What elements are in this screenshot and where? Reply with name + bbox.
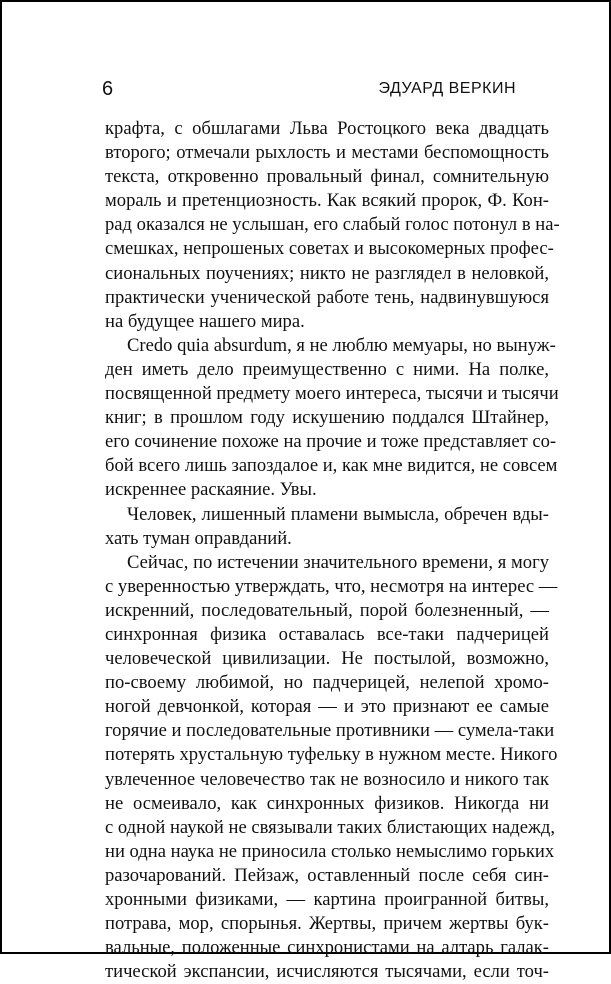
text-line: хронными физиками, — картина проигранной битвы,: [105, 889, 549, 910]
text-line: искреннее раскаяние. Увы.: [105, 479, 317, 501]
text-line: искренний, последовательный, порой болезненный, —: [105, 599, 549, 621]
text-line: не осмеивало, как синхронных физиков. Никогда ни: [105, 792, 549, 814]
text-line: горячие и последовательные противники — сумела-таки: [105, 720, 555, 742]
text-line: потерять хрустальную туфельку в нужном месте. Никого: [105, 744, 558, 766]
text-line: книг; в прошлом году искушению поддался Штайнер,: [105, 407, 549, 429]
text-line: по-своему любимой, но падчерицей, нелепой хромо-: [105, 672, 549, 694]
text-line: на будущее нашего мира.: [105, 310, 305, 332]
text-line: синхронная физика оставалась все-таки падчерицей: [105, 623, 549, 645]
text-line: Сейчас, по истечении значительного времени, я могу: [127, 551, 549, 573]
text-line: ногой девчонкой, которая — и это признают ее самые: [105, 696, 549, 718]
text-line: увлеченное человечество так не возносило и никого так: [105, 768, 549, 790]
text-line: крафта, с обшлагами Льва Ростоцкого века двадцать: [105, 118, 549, 139]
running-head: [99, 78, 516, 102]
text-line: с одной наукой не связывали таких блистающих надежд,: [105, 816, 555, 838]
text-line: потрава, мор, спорынья. Жертвы, причем жертвы бук-: [105, 913, 549, 935]
paragraph: [105, 551, 558, 984]
text-line: ни одна наука не приносила столько немыслимо горьких: [105, 840, 555, 862]
text-line: сиональных поучениях; никто не разглядел в неловкой,: [105, 262, 549, 284]
text-line: вальные, положенные синхронистами на алтарь галак-: [105, 937, 549, 959]
text-line: с уверенностью утверждать, что, несмотря на интерес —: [105, 575, 558, 597]
paragraph: [105, 117, 560, 334]
body-text: [105, 117, 560, 984]
paragraph: [105, 334, 559, 503]
text-line: человеческой цивилизации. Не постылой, возможно,: [105, 648, 549, 670]
text-line: Credo quia absurdum, я не люблю мемуары, но вынуж-: [127, 334, 556, 356]
text-line: ден иметь дело преимущественно с ними. На полке,: [105, 358, 549, 380]
text-line: бой всего лишь запоздалое и, как мне видится, не совсем: [105, 455, 558, 477]
text-line: второго; отмечали рыхлость и местами беспомощность: [105, 142, 549, 164]
text-line: хать туман оправданий.: [105, 527, 292, 549]
paragraph: [105, 503, 549, 551]
text-line: смешках, непрошеных советах и высокомерных профес-: [105, 238, 554, 260]
text-line: рад оказался не услышан, его слабый голос потонул в на-: [105, 214, 560, 236]
running-head-author: ЭДУАРД ВЕРКИН: [378, 80, 516, 97]
text-line: разочарований. Пейзаж, оставленный после себя син-: [105, 864, 549, 886]
text-line: практически ученической работе тень, надвинувшуюся: [105, 286, 549, 308]
text-line: текста, откровенно провальный финал, сомнительную: [105, 166, 549, 188]
text-line: Человек, лишенный пламени вымысла, обречен вды-: [127, 503, 549, 525]
page-number: 6: [102, 78, 114, 100]
text-line: его сочинение похоже на прочие и тоже представляет со-: [105, 431, 557, 453]
text-line: тической экспансии, исчисляются тысячами, если точ-: [105, 961, 549, 983]
text-line: мораль и претенциозность. Как всякий пророк, Ф. Кон-: [105, 190, 549, 212]
text-line: посвященной предмету моего интереса, тысячи и тысячи: [105, 383, 559, 405]
